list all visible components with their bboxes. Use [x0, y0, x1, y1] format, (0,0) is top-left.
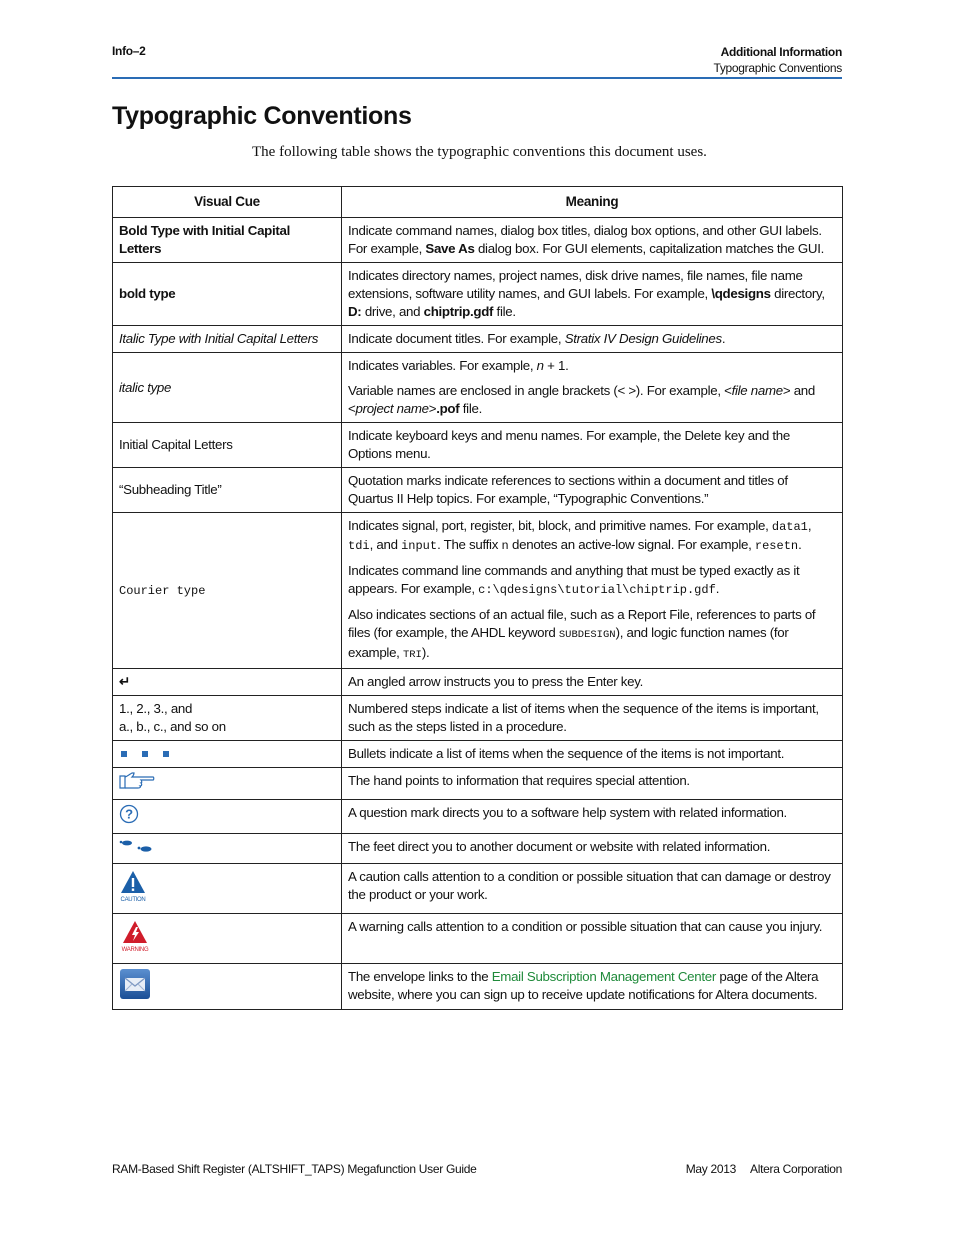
meaning-cell: The hand points to information that requires special attention.	[342, 768, 843, 800]
table-row	[113, 834, 843, 864]
meaning-text: page of the Altera website, where you can sign up to receive update notifications for Altera documents.	[348, 969, 819, 1002]
footer-date: May 2013	[685, 1162, 737, 1176]
table-row	[113, 669, 843, 696]
meaning-cell: A warning calls attention to a condition or possible situation that can cause you injury.	[342, 914, 843, 964]
meaning-text: data1	[771, 520, 808, 534]
meaning-text: > and <	[348, 383, 815, 416]
cue-line: 1., 2., 3., and	[119, 701, 193, 716]
meaning-text: , and	[369, 537, 402, 552]
meaning-text: Indicate document titles. For example,	[348, 331, 565, 346]
cue-cell	[113, 964, 342, 1010]
meaning-text: Indicates command line commands and anything that must be typed exactly as it appears. For example,	[348, 563, 800, 596]
meaning-text: Indicates signal, port, register, bit, block, and primitive names. For example,	[348, 518, 772, 533]
meaning-text: ).	[421, 645, 430, 660]
meaning-text: dialog box. For GUI elements, capitalization matches the GUI.	[474, 241, 824, 256]
cue-cell: Courier type	[113, 513, 342, 669]
cue-cell: Italic Type with Initial Capital Letters	[113, 326, 342, 353]
page-label: Info–2	[112, 44, 146, 58]
meaning-text: + 1.	[543, 358, 569, 373]
table-row	[113, 423, 843, 468]
bullet-squares-icon	[113, 741, 342, 768]
table-row	[113, 696, 843, 741]
meaning-cell	[342, 326, 843, 353]
cue-cell: italic type	[113, 353, 342, 423]
meaning-cell	[342, 263, 843, 326]
meaning-cell: Indicate keyboard keys and menu names. For example, the Delete key and the Options menu.	[342, 423, 843, 468]
cue-cell: Initial Capital Letters	[113, 423, 342, 468]
cue-cell: bold type	[113, 263, 342, 326]
meaning-cell: A question mark directs you to a software help system with related information.	[342, 800, 843, 834]
meaning-text: Stratix IV Design Guidelines	[564, 331, 722, 346]
meaning-text: Also indicates sections of an actual file, such as a Report File, references to parts of files (for example, the AHDL keyword	[348, 607, 816, 640]
cue-cell	[113, 864, 342, 914]
table-row	[113, 468, 843, 513]
table-row	[113, 964, 843, 1010]
meaning-cell: A caution calls attention to a condition or possible situation that can damage or destroy the product or your work.	[342, 864, 843, 914]
table-row	[113, 741, 843, 768]
envelope-icon	[119, 968, 151, 1000]
meaning-text: Save As	[425, 241, 475, 256]
header-section: Additional Information	[720, 45, 842, 59]
meaning-text: n	[501, 539, 509, 553]
meaning-paragraph	[348, 606, 836, 664]
cue-cell	[113, 800, 342, 834]
page-title: Typographic Conventions	[112, 102, 412, 130]
email-subscription-link[interactable]: Email Subscription Management Center	[491, 969, 716, 984]
meaning-text: file.	[459, 401, 482, 416]
meaning-text: resetn	[754, 539, 799, 553]
meaning-text: file name	[731, 383, 783, 398]
table-row	[113, 218, 843, 263]
meaning-text: Indicate command names, dialog box titles, dialog box options, and other GUI labels. For example,	[348, 223, 822, 256]
col-header-meaning: Meaning	[342, 187, 843, 218]
table-header-row	[113, 187, 843, 218]
meaning-cell	[342, 513, 843, 669]
running-header	[713, 44, 842, 76]
meaning-text: Variable names are enclosed in angle brackets (< >). For example, <	[348, 383, 732, 398]
meaning-cell: Numbered steps indicate a list of items when the sequence of the items is important, such as the steps listed in a procedure.	[342, 696, 843, 741]
meaning-text: SUBDESIGN	[558, 629, 616, 641]
table-row	[113, 768, 843, 800]
cue-cell	[113, 696, 342, 741]
header-subsection: Typographic Conventions	[713, 61, 842, 75]
meaning-paragraph	[348, 357, 836, 375]
caution-icon-label: CAUTION	[120, 897, 146, 903]
meaning-paragraph	[348, 382, 836, 418]
meaning-text: ), and logic function names (for example,	[348, 625, 789, 660]
caution-icon	[119, 868, 155, 904]
meaning-cell	[342, 964, 843, 1010]
meaning-text: ,	[807, 518, 812, 533]
meaning-text: Indicates variables. For example,	[348, 358, 537, 373]
table-row	[113, 263, 843, 326]
intro-paragraph: The following table shows the typographic conventions this document uses.	[252, 144, 707, 160]
meaning-text: . The suffix	[437, 537, 502, 552]
meaning-cell: The feet direct you to another document or website with related information.	[342, 834, 843, 864]
meaning-text: The envelope links to the	[348, 969, 492, 984]
meaning-text: .	[715, 581, 720, 596]
feet-icon	[119, 838, 155, 854]
meaning-cell	[342, 353, 843, 423]
cue-cell: “Subheading Title”	[113, 468, 342, 513]
meaning-text: .	[721, 331, 726, 346]
cue-cell: Bold Type with Initial Capital Letters	[113, 218, 342, 263]
meaning-text: drive, and	[361, 304, 424, 319]
table-row	[113, 326, 843, 353]
footer-doc-title: RAM-Based Shift Register (ALTSHIFT_TAPS) Megafunction User Guide	[112, 1162, 477, 1176]
footer-company: Altera Corporation	[750, 1162, 842, 1176]
meaning-text: Indicates directory names, project names, disk drive names, file names, file name extensions, software utility names, and GUI labels. For example,	[348, 268, 803, 301]
meaning-text: n	[536, 358, 544, 373]
conventions-table	[112, 186, 843, 1010]
meaning-text: TRI	[402, 649, 422, 661]
meaning-text: >	[428, 401, 437, 416]
cue-cell	[113, 834, 342, 864]
meaning-text: \qdesigns	[711, 286, 771, 301]
warning-icon	[119, 918, 155, 954]
meaning-text: chiptrip.gdf	[423, 304, 494, 319]
table-row	[113, 353, 843, 423]
table-row	[113, 914, 843, 964]
cue-line: a., b., c., and so on	[119, 719, 226, 734]
meaning-text: denotes an active-low signal. For example,	[508, 537, 755, 552]
meaning-paragraph	[348, 562, 836, 599]
hand-pointer-icon	[119, 772, 155, 790]
meaning-cell: Quotation marks indicate references to sections within a document and titles of Quartus II Help topics. For example, “Typographic Conventions.”	[342, 468, 843, 513]
cue-cell	[113, 914, 342, 964]
footer-right	[686, 1162, 842, 1176]
question-mark-icon	[119, 804, 139, 824]
table-row	[113, 864, 843, 914]
warning-icon-label: WARNING	[121, 947, 149, 953]
meaning-text: .	[798, 537, 802, 552]
meaning-text: input	[401, 539, 438, 553]
enter-arrow-icon: ↵	[113, 669, 342, 696]
meaning-cell	[342, 218, 843, 263]
meaning-text: file.	[493, 304, 516, 319]
meaning-cell: Bullets indicate a list of items when the sequence of the items is not important.	[342, 741, 843, 768]
meaning-text: tdi	[348, 539, 370, 553]
table-row	[113, 513, 843, 669]
meaning-cell: An angled arrow instructs you to press the Enter key.	[342, 669, 843, 696]
col-header-visual-cue: Visual Cue	[113, 187, 342, 218]
svg-text:?: ?	[125, 806, 133, 822]
cue-cell	[113, 768, 342, 800]
meaning-text: c:\qdesigns\tutorial\chiptrip.gdf	[478, 583, 716, 597]
table-row	[113, 800, 843, 834]
header-rule	[112, 77, 842, 79]
meaning-text: directory,	[770, 286, 825, 301]
meaning-paragraph	[348, 517, 836, 555]
meaning-text: .pof	[436, 401, 460, 416]
meaning-text: D:	[348, 304, 362, 319]
meaning-text: project name	[355, 401, 429, 416]
